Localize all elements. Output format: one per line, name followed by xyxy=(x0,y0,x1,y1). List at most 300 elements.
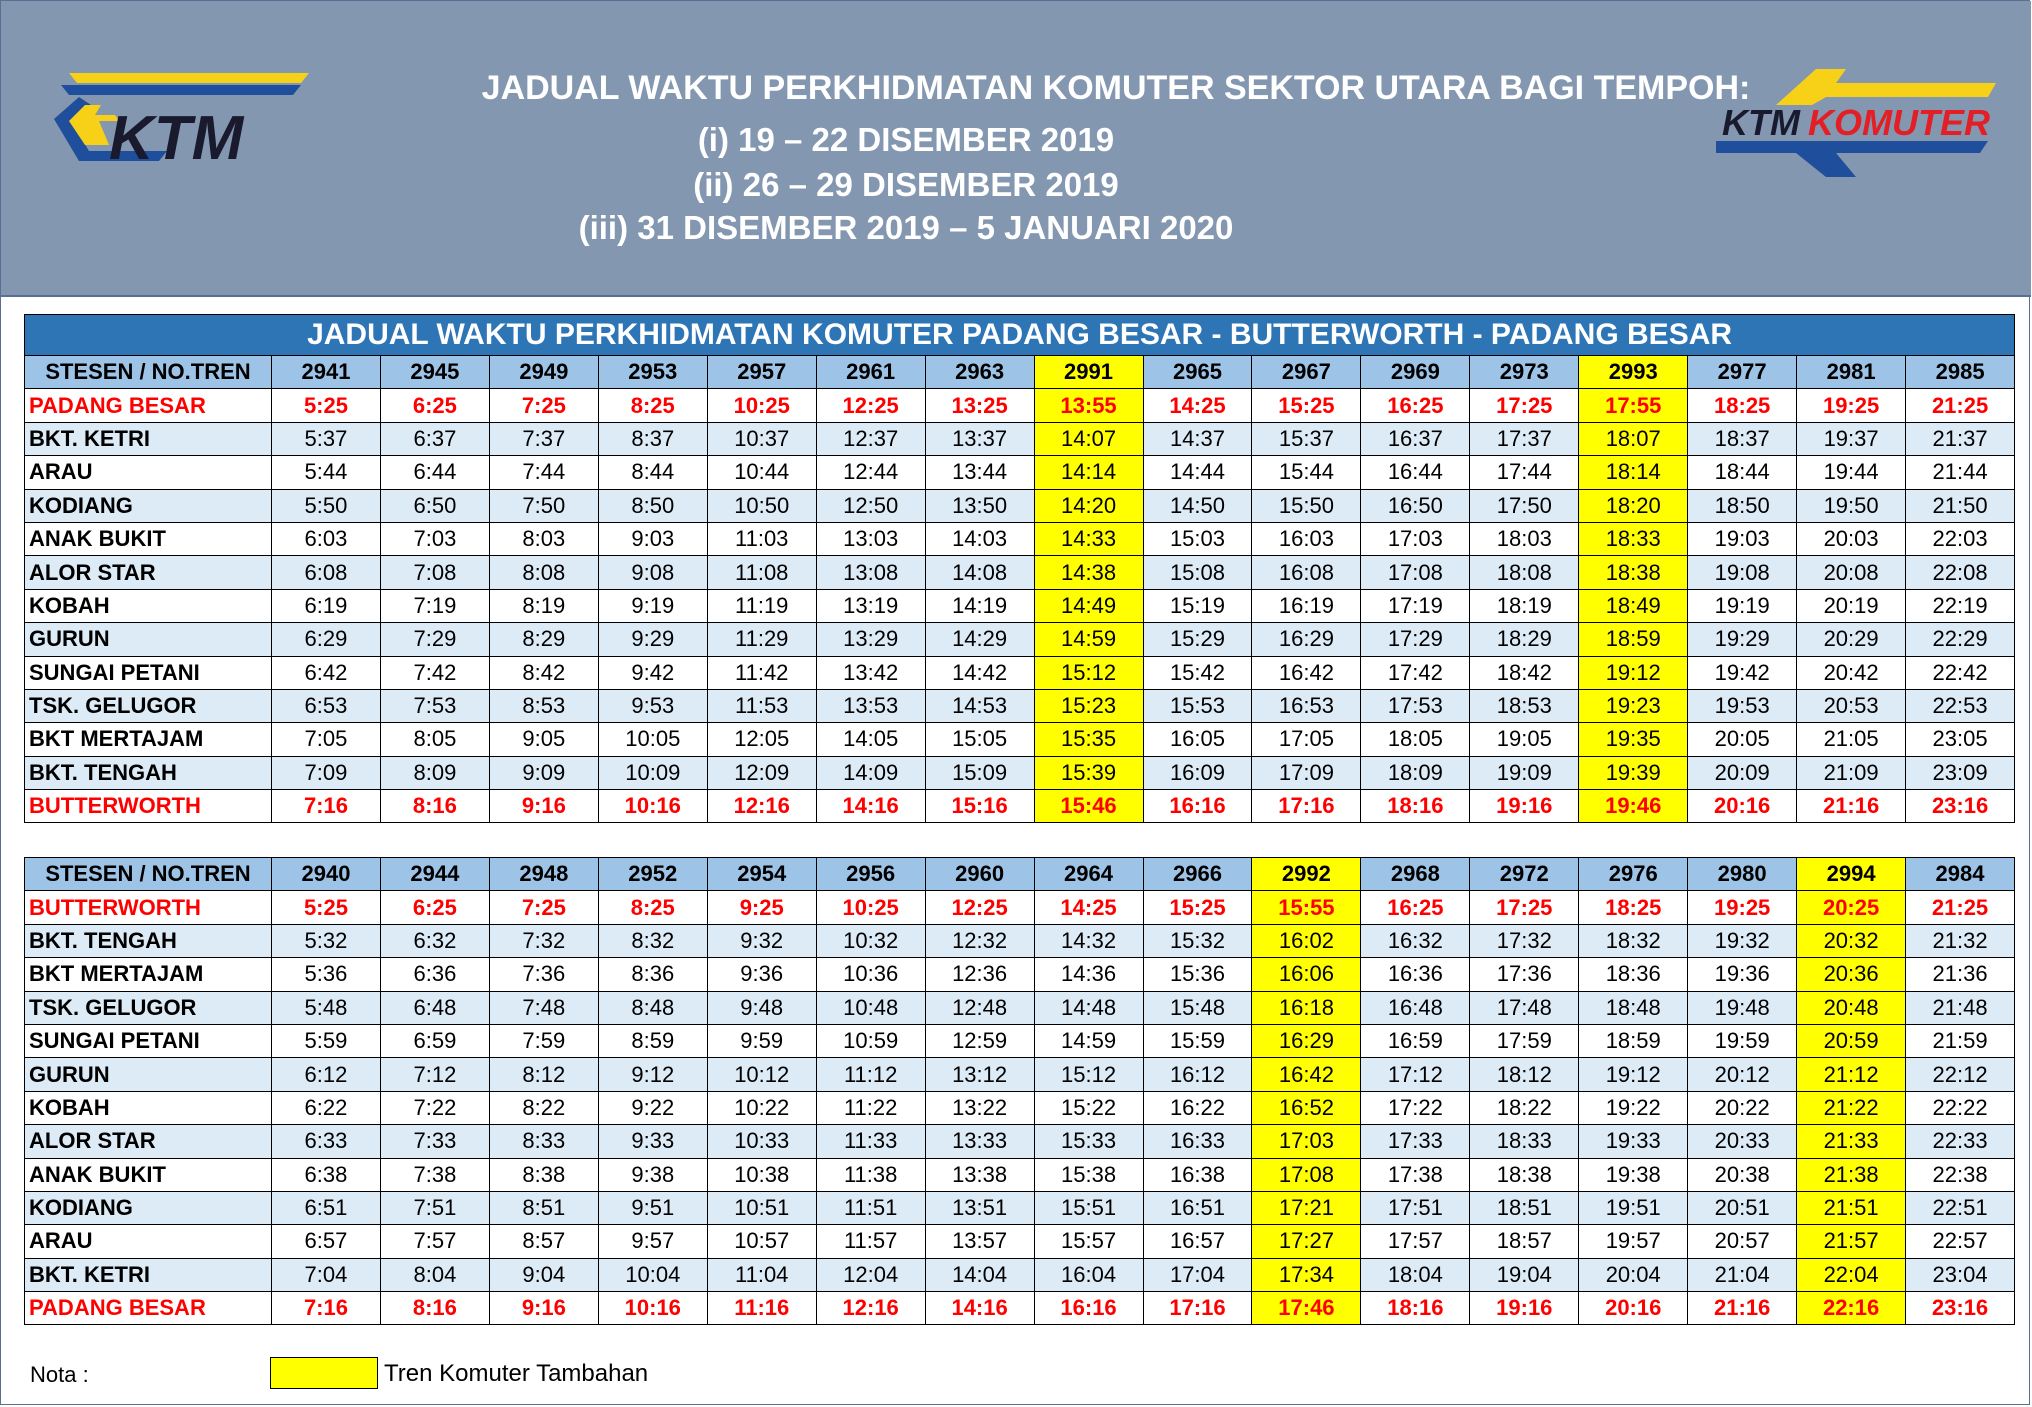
departure-time: 8:22 xyxy=(489,1091,598,1124)
departure-time: 16:29 xyxy=(1252,1024,1361,1057)
departure-time: 15:48 xyxy=(1143,991,1252,1024)
departure-time: 19:59 xyxy=(1688,1024,1797,1057)
departure-time: 17:48 xyxy=(1470,991,1579,1024)
departure-time: 19:48 xyxy=(1688,991,1797,1024)
departure-time: 22:53 xyxy=(1906,689,2015,722)
departure-time: 20:38 xyxy=(1688,1158,1797,1191)
train-number: 2965 xyxy=(1143,356,1252,389)
departure-time: 17:55 xyxy=(1579,389,1688,422)
train-number: 2969 xyxy=(1361,356,1470,389)
departure-time: 18:03 xyxy=(1470,522,1579,555)
station-name: ALOR STAR xyxy=(25,1125,272,1158)
departure-time: 21:16 xyxy=(1688,1292,1797,1325)
departure-time: 21:25 xyxy=(1906,389,2015,422)
header-period-1: (i) 19 – 22 DISEMBER 2019 xyxy=(697,121,1115,158)
departure-time: 18:25 xyxy=(1688,389,1797,422)
departure-time: 15:51 xyxy=(1034,1191,1143,1224)
departure-time: 12:48 xyxy=(925,991,1034,1024)
departure-time: 14:59 xyxy=(1034,1024,1143,1057)
departure-time: 19:23 xyxy=(1579,689,1688,722)
table-row xyxy=(25,1058,2015,1091)
departure-time: 11:53 xyxy=(707,689,816,722)
departure-time: 15:25 xyxy=(1143,891,1252,924)
departure-time: 7:19 xyxy=(380,589,489,622)
departure-time: 16:08 xyxy=(1252,556,1361,589)
departure-time: 10:36 xyxy=(816,958,925,991)
departure-time: 17:27 xyxy=(1252,1225,1361,1258)
departure-time: 23:04 xyxy=(1906,1258,2015,1291)
station-name: SUNGAI PETANI xyxy=(25,1024,272,1057)
departure-time: 21:22 xyxy=(1797,1091,1906,1124)
departure-time: 14:59 xyxy=(1034,623,1143,656)
departure-time: 17:36 xyxy=(1470,958,1579,991)
departure-time: 5:25 xyxy=(272,891,381,924)
train-number: 2963 xyxy=(925,356,1034,389)
departure-time: 6:44 xyxy=(380,456,489,489)
departure-time: 7:25 xyxy=(489,891,598,924)
departure-time: 9:53 xyxy=(598,689,707,722)
departure-time: 13:22 xyxy=(925,1091,1034,1124)
departure-time: 16:50 xyxy=(1361,489,1470,522)
departure-time: 14:42 xyxy=(925,656,1034,689)
departure-time: 15:39 xyxy=(1034,756,1143,789)
departure-time: 15:37 xyxy=(1252,422,1361,455)
departure-time: 11:29 xyxy=(707,623,816,656)
train-number: 2991 xyxy=(1034,356,1143,389)
departure-time: 20:19 xyxy=(1797,589,1906,622)
departure-time: 19:19 xyxy=(1688,589,1797,622)
station-name: KODIANG xyxy=(25,1191,272,1224)
departure-time: 10:57 xyxy=(707,1225,816,1258)
departure-time: 16:09 xyxy=(1143,756,1252,789)
train-number: 2977 xyxy=(1688,356,1797,389)
departure-time: 11:04 xyxy=(707,1258,816,1291)
departure-time: 11:12 xyxy=(816,1058,925,1091)
departure-time: 6:32 xyxy=(380,924,489,957)
station-name: ARAU xyxy=(25,1225,272,1258)
departure-time: 20:25 xyxy=(1797,891,1906,924)
departure-time: 20:42 xyxy=(1797,656,1906,689)
departure-time: 13:50 xyxy=(925,489,1034,522)
table-row xyxy=(25,924,2015,957)
departure-time: 13:42 xyxy=(816,656,925,689)
station-name: ANAK BUKIT xyxy=(25,1158,272,1191)
departure-time: 16:05 xyxy=(1143,723,1252,756)
departure-time: 20:16 xyxy=(1579,1292,1688,1325)
table-row xyxy=(25,991,2015,1024)
departure-time: 7:33 xyxy=(380,1125,489,1158)
departure-time: 6:51 xyxy=(272,1191,381,1224)
departure-time: 8:32 xyxy=(598,924,707,957)
departure-time: 10:12 xyxy=(707,1058,816,1091)
departure-time: 18:08 xyxy=(1470,556,1579,589)
departure-time: 7:57 xyxy=(380,1225,489,1258)
departure-time: 10:59 xyxy=(816,1024,925,1057)
departure-time: 14:32 xyxy=(1034,924,1143,957)
departure-time: 7:59 xyxy=(489,1024,598,1057)
departure-time: 17:19 xyxy=(1361,589,1470,622)
train-number: 2945 xyxy=(380,356,489,389)
departure-time: 11:16 xyxy=(707,1292,816,1325)
train-number: 2940 xyxy=(272,858,381,891)
departure-time: 12:16 xyxy=(816,1292,925,1325)
departure-time: 5:36 xyxy=(272,958,381,991)
train-number: 2966 xyxy=(1143,858,1252,891)
departure-time: 8:25 xyxy=(598,389,707,422)
station-name: BUTTERWORTH xyxy=(25,790,272,823)
departure-time: 21:44 xyxy=(1906,456,2015,489)
departure-time: 22:19 xyxy=(1906,589,2015,622)
departure-time: 21:05 xyxy=(1797,723,1906,756)
departure-time: 12:04 xyxy=(816,1258,925,1291)
table-row xyxy=(25,1024,2015,1057)
departure-time: 21:38 xyxy=(1797,1158,1906,1191)
departure-time: 18:49 xyxy=(1579,589,1688,622)
train-number: 2956 xyxy=(816,858,925,891)
departure-time: 14:09 xyxy=(816,756,925,789)
departure-time: 10:33 xyxy=(707,1125,816,1158)
table-row xyxy=(25,1258,2015,1291)
departure-time: 6:38 xyxy=(272,1158,381,1191)
departure-time: 20:08 xyxy=(1797,556,1906,589)
departure-time: 18:38 xyxy=(1579,556,1688,589)
departure-time: 15:08 xyxy=(1143,556,1252,589)
departure-time: 10:05 xyxy=(598,723,707,756)
departure-time: 21:57 xyxy=(1797,1225,1906,1258)
departure-time: 15:42 xyxy=(1143,656,1252,689)
departure-time: 22:08 xyxy=(1906,556,2015,589)
departure-time: 8:04 xyxy=(380,1258,489,1291)
departure-time: 18:16 xyxy=(1361,790,1470,823)
table-row xyxy=(25,623,2015,656)
departure-time: 7:32 xyxy=(489,924,598,957)
table-row xyxy=(25,422,2015,455)
departure-time: 17:05 xyxy=(1252,723,1361,756)
departure-time: 5:44 xyxy=(272,456,381,489)
departure-time: 16:51 xyxy=(1143,1191,1252,1224)
train-number: 2944 xyxy=(380,858,489,891)
departure-time: 19:38 xyxy=(1579,1158,1688,1191)
departure-time: 16:16 xyxy=(1143,790,1252,823)
departure-time: 21:09 xyxy=(1797,756,1906,789)
station-name: BUTTERWORTH xyxy=(25,891,272,924)
train-number: 2961 xyxy=(816,356,925,389)
departure-time: 14:16 xyxy=(925,1292,1034,1325)
departure-time: 9:42 xyxy=(598,656,707,689)
departure-time: 6:36 xyxy=(380,958,489,991)
departure-time: 17:16 xyxy=(1143,1292,1252,1325)
departure-time: 20:12 xyxy=(1688,1058,1797,1091)
departure-time: 17:44 xyxy=(1470,456,1579,489)
station-header: STESEN / NO.TREN xyxy=(25,858,272,891)
departure-time: 21:51 xyxy=(1797,1191,1906,1224)
departure-time: 8:12 xyxy=(489,1058,598,1091)
departure-time: 15:57 xyxy=(1034,1225,1143,1258)
departure-time: 14:48 xyxy=(1034,991,1143,1024)
departure-time: 13:19 xyxy=(816,589,925,622)
departure-time: 7:38 xyxy=(380,1158,489,1191)
departure-time: 8:42 xyxy=(489,656,598,689)
train-number: 2954 xyxy=(707,858,816,891)
departure-time: 8:08 xyxy=(489,556,598,589)
header-period-2: (ii) 26 – 29 DISEMBER 2019 xyxy=(693,166,1119,203)
departure-time: 8:16 xyxy=(380,1292,489,1325)
departure-time: 10:44 xyxy=(707,456,816,489)
departure-time: 7:08 xyxy=(380,556,489,589)
departure-time: 15:12 xyxy=(1034,1058,1143,1091)
departure-time: 9:08 xyxy=(598,556,707,589)
departure-time: 16:32 xyxy=(1361,924,1470,957)
departure-time: 6:08 xyxy=(272,556,381,589)
station-name: ANAK BUKIT xyxy=(25,522,272,555)
departure-time: 17:42 xyxy=(1361,656,1470,689)
timetable-padang-besar-to-butterworth xyxy=(24,314,2015,823)
train-number: 2972 xyxy=(1470,858,1579,891)
departure-time: 17:16 xyxy=(1252,790,1361,823)
departure-time: 18:19 xyxy=(1470,589,1579,622)
departure-time: 8:16 xyxy=(380,790,489,823)
departure-time: 7:12 xyxy=(380,1058,489,1091)
departure-time: 17:37 xyxy=(1470,422,1579,455)
departure-time: 19:51 xyxy=(1579,1191,1688,1224)
departure-time: 9:48 xyxy=(707,991,816,1024)
train-number: 2981 xyxy=(1797,356,1906,389)
departure-time: 22:38 xyxy=(1906,1158,2015,1191)
departure-time: 19:39 xyxy=(1579,756,1688,789)
departure-time: 7:04 xyxy=(272,1258,381,1291)
departure-time: 16:48 xyxy=(1361,991,1470,1024)
header-period-3: (iii) 31 DISEMBER 2019 – 5 JANUARI 2020 xyxy=(578,209,1234,246)
departure-time: 22:57 xyxy=(1906,1225,2015,1258)
departure-time: 17:33 xyxy=(1361,1125,1470,1158)
departure-time: 19:12 xyxy=(1579,1058,1688,1091)
departure-time: 17:09 xyxy=(1252,756,1361,789)
departure-time: 8:25 xyxy=(598,891,707,924)
departure-time: 16:59 xyxy=(1361,1024,1470,1057)
departure-time: 15:03 xyxy=(1143,522,1252,555)
departure-time: 8:50 xyxy=(598,489,707,522)
departure-time: 7:29 xyxy=(380,623,489,656)
legend-swatch xyxy=(270,1357,378,1389)
departure-time: 18:29 xyxy=(1470,623,1579,656)
departure-time: 13:53 xyxy=(816,689,925,722)
departure-time: 20:29 xyxy=(1797,623,1906,656)
departure-time: 19:29 xyxy=(1688,623,1797,656)
departure-time: 15:50 xyxy=(1252,489,1361,522)
departure-time: 15:12 xyxy=(1034,656,1143,689)
departure-time: 9:57 xyxy=(598,1225,707,1258)
departure-time: 5:32 xyxy=(272,924,381,957)
departure-time: 7:22 xyxy=(380,1091,489,1124)
departure-time: 19:32 xyxy=(1688,924,1797,957)
departure-time: 13:44 xyxy=(925,456,1034,489)
departure-time: 22:29 xyxy=(1906,623,2015,656)
departure-time: 20:09 xyxy=(1688,756,1797,789)
departure-time: 9:09 xyxy=(489,756,598,789)
departure-time: 18:48 xyxy=(1579,991,1688,1024)
departure-time: 11:08 xyxy=(707,556,816,589)
departure-time: 9:16 xyxy=(489,1292,598,1325)
departure-time: 18:33 xyxy=(1579,522,1688,555)
departure-time: 16:33 xyxy=(1143,1125,1252,1158)
departure-time: 17:38 xyxy=(1361,1158,1470,1191)
departure-time: 20:22 xyxy=(1688,1091,1797,1124)
table-row xyxy=(25,656,2015,689)
station-name: GURUN xyxy=(25,1058,272,1091)
departure-time: 17:21 xyxy=(1252,1191,1361,1224)
header-title: JADUAL WAKTU PERKHIDMATAN KOMUTER SEKTOR UTARA BAGI TEMPOH: xyxy=(481,69,1751,107)
departure-time: 8:33 xyxy=(489,1125,598,1158)
table-row xyxy=(25,556,2015,589)
train-number: 2949 xyxy=(489,356,598,389)
departure-time: 12:25 xyxy=(816,389,925,422)
departure-time: 15:19 xyxy=(1143,589,1252,622)
departure-time: 21:48 xyxy=(1906,991,2015,1024)
departure-time: 18:22 xyxy=(1470,1091,1579,1124)
departure-time: 16:44 xyxy=(1361,456,1470,489)
departure-time: 14:04 xyxy=(925,1258,1034,1291)
departure-time: 6:42 xyxy=(272,656,381,689)
departure-time: 11:03 xyxy=(707,522,816,555)
departure-time: 18:53 xyxy=(1470,689,1579,722)
train-number: 2984 xyxy=(1906,858,2015,891)
departure-time: 10:04 xyxy=(598,1258,707,1291)
departure-time: 20:36 xyxy=(1797,958,1906,991)
departure-time: 8:57 xyxy=(489,1225,598,1258)
departure-time: 7:48 xyxy=(489,991,598,1024)
departure-time: 9:32 xyxy=(707,924,816,957)
departure-time: 6:12 xyxy=(272,1058,381,1091)
departure-time: 16:16 xyxy=(1034,1292,1143,1325)
departure-time: 13:03 xyxy=(816,522,925,555)
departure-time: 8:29 xyxy=(489,623,598,656)
departure-time: 14:33 xyxy=(1034,522,1143,555)
departure-time: 14:08 xyxy=(925,556,1034,589)
departure-time: 13:38 xyxy=(925,1158,1034,1191)
departure-time: 10:51 xyxy=(707,1191,816,1224)
train-number: 2973 xyxy=(1470,356,1579,389)
departure-time: 14:37 xyxy=(1143,422,1252,455)
departure-time: 15:44 xyxy=(1252,456,1361,489)
departure-time: 20:05 xyxy=(1688,723,1797,756)
departure-time: 17:32 xyxy=(1470,924,1579,957)
departure-time: 16:29 xyxy=(1252,623,1361,656)
departure-time: 15:36 xyxy=(1143,958,1252,991)
departure-time: 8:05 xyxy=(380,723,489,756)
departure-time: 19:08 xyxy=(1688,556,1797,589)
departure-time: 15:16 xyxy=(925,790,1034,823)
departure-time: 9:16 xyxy=(489,790,598,823)
departure-time: 19:22 xyxy=(1579,1091,1688,1124)
table-row xyxy=(25,456,2015,489)
departure-time: 12:25 xyxy=(925,891,1034,924)
departure-time: 22:03 xyxy=(1906,522,2015,555)
departure-time: 8:19 xyxy=(489,589,598,622)
departure-time: 21:16 xyxy=(1797,790,1906,823)
table-row xyxy=(25,1158,2015,1191)
departure-time: 7:50 xyxy=(489,489,598,522)
departure-time: 12:32 xyxy=(925,924,1034,957)
departure-time: 9:59 xyxy=(707,1024,816,1057)
departure-time: 15:25 xyxy=(1252,389,1361,422)
departure-time: 11:51 xyxy=(816,1191,925,1224)
departure-time: 14:36 xyxy=(1034,958,1143,991)
departure-time: 17:46 xyxy=(1252,1292,1361,1325)
departure-time: 16:22 xyxy=(1143,1091,1252,1124)
departure-time: 10:16 xyxy=(598,790,707,823)
departure-time: 16:25 xyxy=(1361,389,1470,422)
departure-time: 10:16 xyxy=(598,1292,707,1325)
departure-time: 10:50 xyxy=(707,489,816,522)
departure-time: 7:36 xyxy=(489,958,598,991)
departure-time: 8:48 xyxy=(598,991,707,1024)
departure-time: 14:20 xyxy=(1034,489,1143,522)
departure-time: 18:59 xyxy=(1579,623,1688,656)
departure-time: 7:44 xyxy=(489,456,598,489)
departure-time: 21:33 xyxy=(1797,1125,1906,1158)
train-number: 2952 xyxy=(598,858,707,891)
train-number: 2976 xyxy=(1579,858,1688,891)
departure-time: 12:05 xyxy=(707,723,816,756)
ktm-komuter-logo xyxy=(1716,69,1996,187)
departure-time: 17:12 xyxy=(1361,1058,1470,1091)
departure-time: 10:25 xyxy=(707,389,816,422)
departure-time: 22:51 xyxy=(1906,1191,2015,1224)
station-name: SUNGAI PETANI xyxy=(25,656,272,689)
departure-time: 16:06 xyxy=(1252,958,1361,991)
departure-time: 8:03 xyxy=(489,522,598,555)
departure-time: 21:25 xyxy=(1906,891,2015,924)
departure-time: 9:04 xyxy=(489,1258,598,1291)
departure-time: 10:38 xyxy=(707,1158,816,1191)
departure-time: 10:22 xyxy=(707,1091,816,1124)
departure-time: 14:03 xyxy=(925,522,1034,555)
departure-time: 18:05 xyxy=(1361,723,1470,756)
departure-time: 19:03 xyxy=(1688,522,1797,555)
departure-time: 5:25 xyxy=(272,389,381,422)
departure-time: 15:59 xyxy=(1143,1024,1252,1057)
departure-time: 12:44 xyxy=(816,456,925,489)
departure-time: 15:38 xyxy=(1034,1158,1143,1191)
departure-time: 6:50 xyxy=(380,489,489,522)
table-row xyxy=(25,1125,2015,1158)
table-row xyxy=(25,1225,2015,1258)
station-name: BKT. TENGAH xyxy=(25,756,272,789)
departure-time: 13:12 xyxy=(925,1058,1034,1091)
departure-time: 19:05 xyxy=(1470,723,1579,756)
train-number: 2968 xyxy=(1361,858,1470,891)
departure-time: 7:16 xyxy=(272,1292,381,1325)
station-name: ARAU xyxy=(25,456,272,489)
departure-time: 8:44 xyxy=(598,456,707,489)
departure-time: 12:50 xyxy=(816,489,925,522)
departure-time: 20:59 xyxy=(1797,1024,1906,1057)
departure-time: 7:09 xyxy=(272,756,381,789)
departure-time: 17:57 xyxy=(1361,1225,1470,1258)
table-row xyxy=(25,756,2015,789)
departure-time: 8:51 xyxy=(489,1191,598,1224)
departure-time: 9:36 xyxy=(707,958,816,991)
departure-time: 23:05 xyxy=(1906,723,2015,756)
departure-time: 18:57 xyxy=(1470,1225,1579,1258)
departure-time: 9:22 xyxy=(598,1091,707,1124)
departure-time: 6:25 xyxy=(380,389,489,422)
departure-time: 7:51 xyxy=(380,1191,489,1224)
departure-time: 18:37 xyxy=(1688,422,1797,455)
departure-time: 17:25 xyxy=(1470,891,1579,924)
departure-time: 20:48 xyxy=(1797,991,1906,1024)
departure-time: 9:38 xyxy=(598,1158,707,1191)
